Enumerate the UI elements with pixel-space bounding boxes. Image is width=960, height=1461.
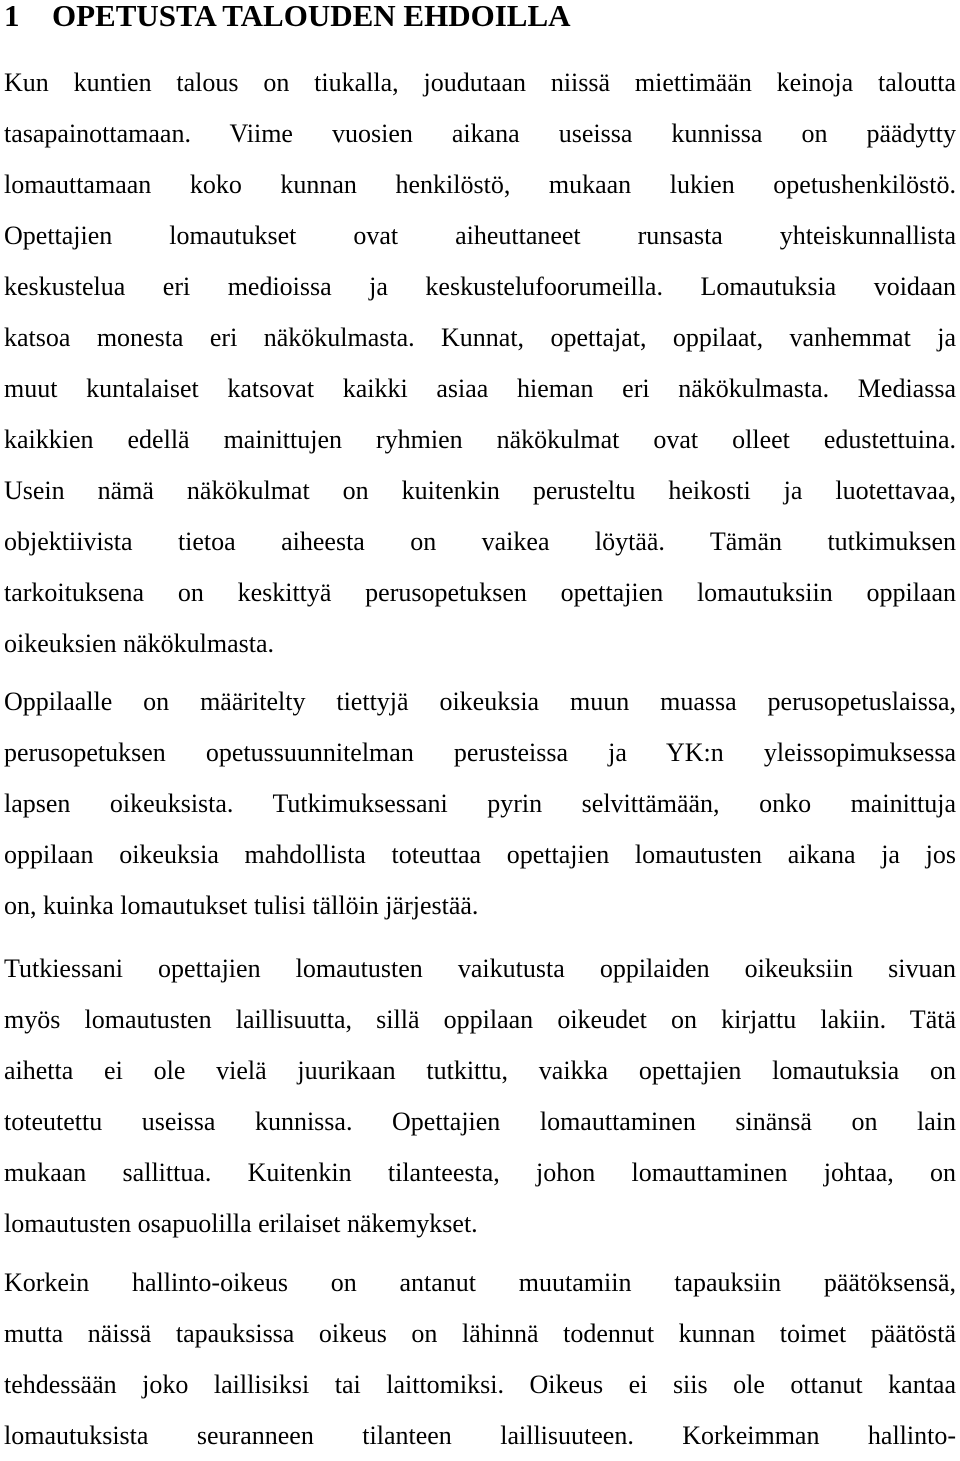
text-line: tasapainottamaan. Viime vuosien aikana useissa kunnissa on päädytty <box>4 119 956 148</box>
text-line: Korkein hallinto-oikeus on antanut muutamiin tapauksiin päätöksensä, <box>4 1268 956 1297</box>
text-line: Oppilaalle on määritelty tiettyjä oikeuksia muun muassa perusopetuslaissa, <box>4 687 956 716</box>
text-line: lomautusten osapuolilla erilaiset näkemykset. <box>4 1209 478 1238</box>
text-line: lomautuksista seuranneen tilanteen laillisuuteen. Korkeimman hallinto- <box>4 1421 956 1450</box>
chapter-title: OPETUSTA TALOUDEN EHDOILLA <box>52 0 571 33</box>
text-line: mutta näissä tapauksissa oikeus on lähinnä todennut kunnan toimet päätöstä <box>4 1319 956 1348</box>
text-line: Tutkiessani opettajien lomautusten vaikutusta oppilaiden oikeuksiin sivuan <box>4 954 956 983</box>
text-line: muut kuntalaiset katsovat kaikki asiaa hieman eri näkökulmasta. Mediassa <box>4 374 956 403</box>
text-line: aihetta ei ole vielä juurikaan tutkittu, vaikka opettajien lomautuksia on <box>4 1056 956 1085</box>
text-line: myös lomautusten laillisuutta, sillä oppilaan oikeudet on kirjattu lakiin. Tätä <box>4 1005 956 1034</box>
text-line: oikeuksien näkökulmasta. <box>4 629 275 658</box>
text-line: Kun kuntien talous on tiukalla, joudutaan niissä miettimään keinoja taloutta <box>4 68 956 97</box>
chapter-heading <box>4 0 571 34</box>
text-line: tarkoituksena on keskittyä perusopetuksen opettajien lomautuksiin oppilaan <box>4 578 956 607</box>
paragraph-1 <box>4 57 956 669</box>
text-line: Usein nämä näkökulmat on kuitenkin perusteltu heikosti ja luotettavaa, <box>4 476 956 505</box>
text-line: mukaan sallittua. Kuitenkin tilanteesta, johon lomauttaminen johtaa, on <box>4 1158 956 1187</box>
paragraph-4 <box>4 1257 956 1461</box>
text-line: toteutettu useissa kunnissa. Opettajien lomauttaminen sinänsä on lain <box>4 1107 956 1136</box>
text-line: lapsen oikeuksista. Tutkimuksessani pyrin selvittämään, onko mainittuja <box>4 789 956 818</box>
chapter-number: 1 <box>4 0 20 33</box>
text-line: lomauttamaan koko kunnan henkilöstö, mukaan lukien opetushenkilöstö. <box>4 170 956 199</box>
text-line: katsoa monesta eri näkökulmasta. Kunnat, opettajat, oppilaat, vanhemmat ja <box>4 323 956 352</box>
text-line: kaikkien edellä mainittujen ryhmien näkökulmat ovat olleet edustettuina. <box>4 425 956 454</box>
text-line: Opettajien lomautukset ovat aiheuttaneet runsasta yhteiskunnallista <box>4 221 956 250</box>
text-line: perusopetuksen opetussuunnitelman perusteissa ja YK:n yleissopimuksessa <box>4 738 956 767</box>
text-line: keskustelua eri medioissa ja keskustelufoorumeilla. Lomautuksia voidaan <box>4 272 956 301</box>
text-line: objektiivista tietoa aiheesta on vaikea löytää. Tämän tutkimuksen <box>4 527 956 556</box>
paragraph-3 <box>4 943 956 1249</box>
text-line: on, kuinka lomautukset tulisi tällöin järjestää. <box>4 891 479 920</box>
paragraph-2 <box>4 676 956 931</box>
text-line: oppilaan oikeuksia mahdollista toteuttaa opettajien lomautusten aikana ja jos <box>4 840 956 869</box>
text-line: tehdessään joko laillisiksi tai laittomiksi. Oikeus ei siis ole ottanut kantaa <box>4 1370 956 1399</box>
